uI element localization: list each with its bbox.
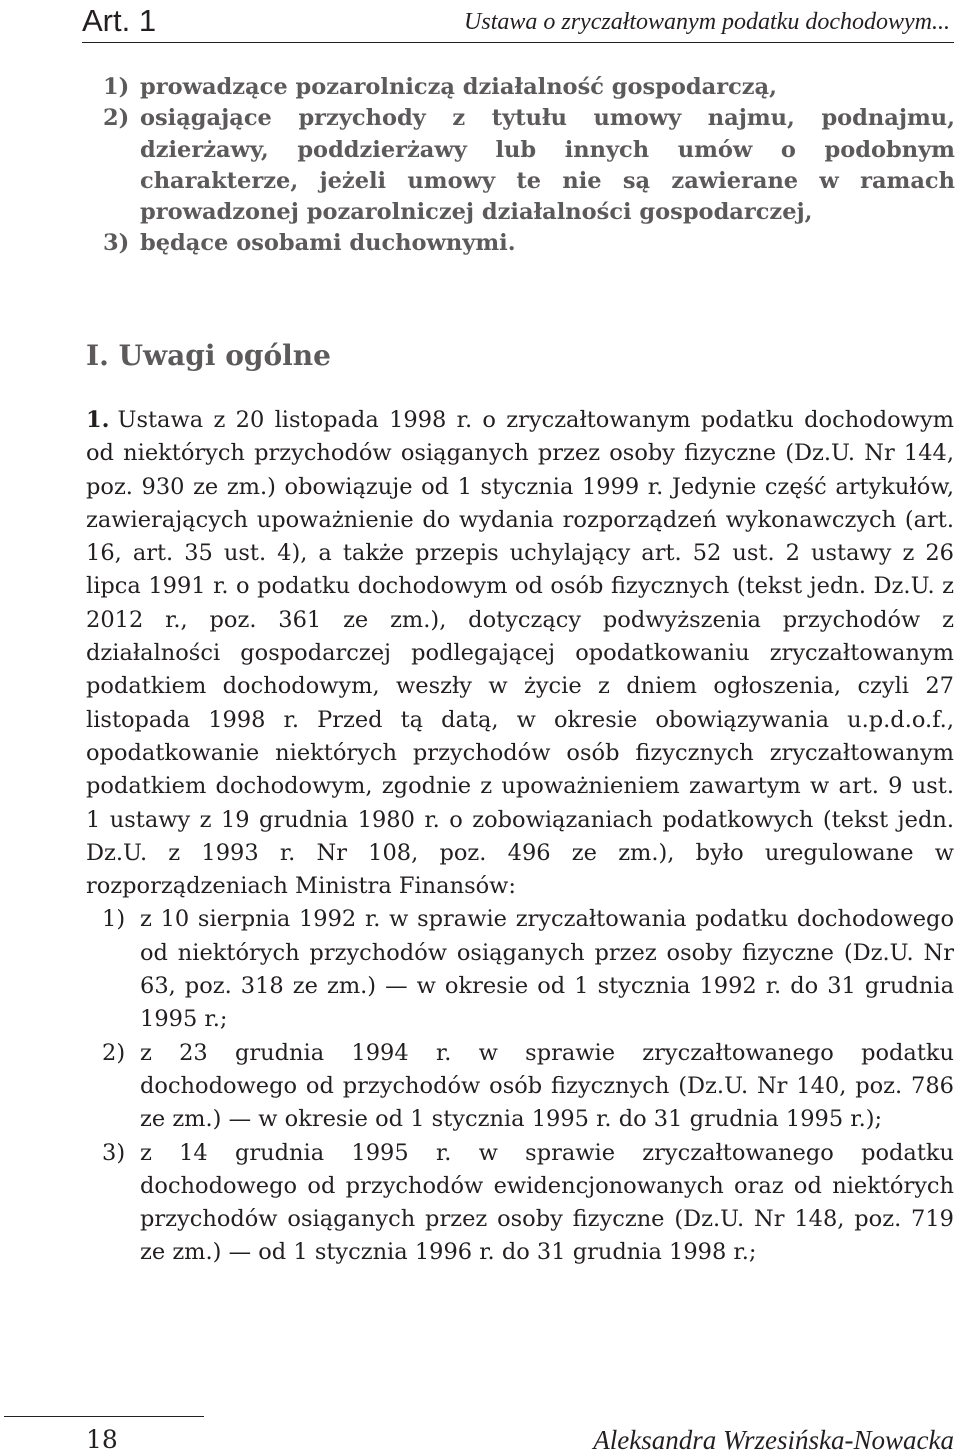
list-item-text: z 10 sierpnia 1992 r. w sprawie zryczałtowania podatku dochodowego od niektórych przychodów osiąganych przez osoby fizyczne (Dz.U. Nr 63, poz. 318 ze zm.) — w okresie od 1 stycznia 1992 r. do 31 grudnia 1995 r.; xyxy=(140,906,954,1033)
list-item-text: z 14 grudnia 1995 r. w sprawie zryczałtowanego podatku dochodowego od przychodów ewidencjonowanych oraz od niektórych przychodów osiąganych przez osoby fizyczne (Dz.U. Nr 148, poz. 719 ze zm.) — od 1 stycznia 1996 r. do 31 grudnia 1998 r.; xyxy=(140,1139,954,1266)
running-header xyxy=(82,2,954,43)
paragraph-text: Ustawa z 20 listopada 1998 r. o zryczałtowanym podatku dochodowym od niektórych przychodów osiąganych przez osoby fizyczne (Dz.U. Nr 144, poz. 930 ze zm.) obowiązuje od 1 stycznia 1999 r. Jedynie część artykułów, zawierających upoważnienie do wydania rozporządzeń wykonawczych (art. 16, art. 35 ust. 4), a także przepis uchylający art. 52 ust. 2 ustawy z 26 lipca 1991 r. o podatku dochodowym od osób fizycznych (tekst jedn. Dz.U. z 2012 r., poz. 361 ze zm.), dotyczący podwyższenia przychodów z działalności gospodarczej podlegającej opodatkowaniu zryczałtowanym podatkiem dochodowym, weszły w życie z dniem ogłoszenia, czyli 27 listopada 1998 r. Przed tą datą, w okresie obowiązywania u.p.d.o.f., opodatkowanie niektórych przychodów osób fizycznych zryczałtowanym podatkiem dochodowym, zgodnie z upoważnieniem zawartym w art. 9 ust. 1 ustawy z 19 grudnia 1980 r. o zobowiązaniach podatkowych (tekst jedn. Dz.U. z 1993 r. Nr 108, poz. 496 ze zm.), było uregulowane w rozporządzeniach Ministra Finansów: xyxy=(86,407,954,900)
regulations-list xyxy=(86,903,954,1269)
footer-rule xyxy=(4,1416,204,1417)
list-item-number: 1) xyxy=(103,74,130,100)
list-item-number: 1) xyxy=(102,906,126,933)
paragraph-1 xyxy=(86,404,954,903)
page-number: 18 xyxy=(86,1425,118,1454)
list-item xyxy=(103,228,955,259)
continuation-list xyxy=(103,72,955,260)
commentary-body xyxy=(86,404,954,1270)
running-title: Ustawa o zryczałtowanym podatku dochodowym... xyxy=(464,9,950,35)
paragraph-number: 1. xyxy=(86,407,110,433)
list-item-number: 2) xyxy=(103,105,130,132)
list-item-number: 2) xyxy=(102,1039,126,1066)
list-item xyxy=(86,1037,954,1137)
list-item xyxy=(103,72,955,103)
list-item xyxy=(103,103,955,228)
list-item xyxy=(86,1137,954,1270)
list-item-text: prowadzące pozarolniczą działalność gospodarczą, xyxy=(140,74,777,100)
list-item-text: z 23 grudnia 1994 r. w sprawie zryczałtowanego podatku dochodowego od przychodów osób fizycznych (Dz.U. Nr 140, poz. 786 ze zm.) — w okresie od 1 stycznia 1995 r. do 31 grudnia 1995 r.); xyxy=(140,1039,954,1133)
author-name: Aleksandra Wrzesińska-Nowacka xyxy=(593,1425,954,1455)
list-item-text: będące osobami duchownymi. xyxy=(140,230,516,257)
article-label: Art. 1 xyxy=(82,3,157,38)
list-item-number: 3) xyxy=(103,230,130,257)
list-item xyxy=(86,903,954,1036)
list-item-number: 3) xyxy=(102,1139,126,1166)
section-heading: I. Uwagi ogólne xyxy=(86,339,331,372)
list-item-text: osiągające przychody z tytułu umowy najmu, podnajmu, dzierżawy, poddzierżawy lub innych umów o podobnym charakterze, jeżeli umowy te nie są zawierane w ramach prowadzonej pozarolniczej działalności gospodarczej, xyxy=(140,105,955,226)
